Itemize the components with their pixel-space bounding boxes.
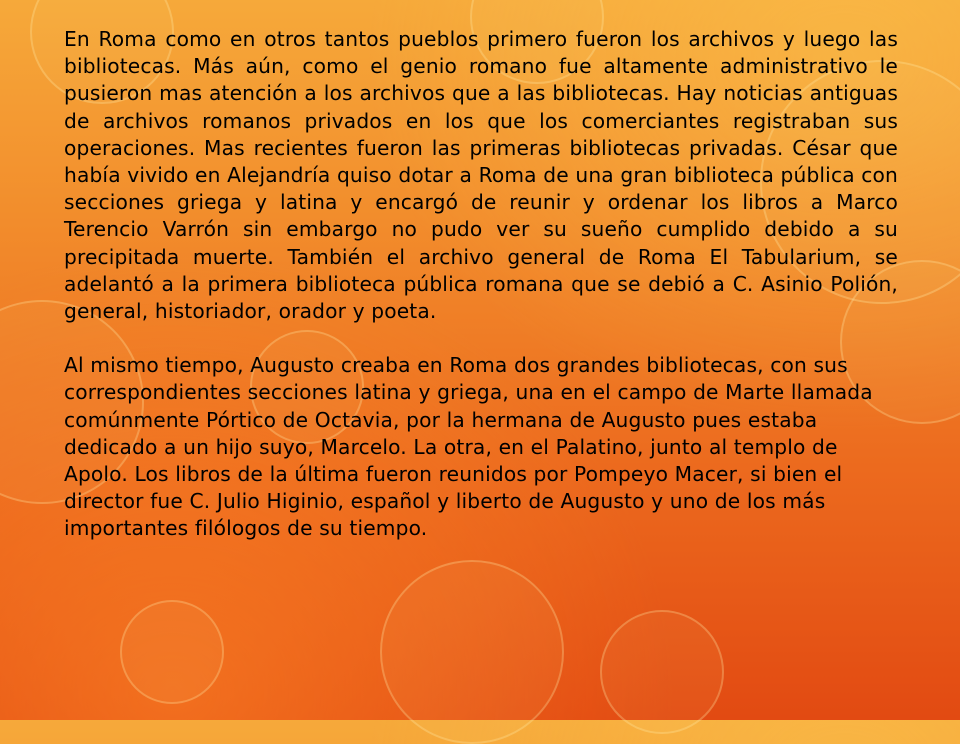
bokeh-circle [380, 560, 564, 744]
slide-text-body [64, 26, 898, 543]
paragraph-archives-rome: En Roma como en otros tantos pueblos primero fueron los archivos y luego las bibliotecas. Más aún, como el genio romano fue altamente administrativo le pusieron mas atención a los archivos que a las bibliotecas. Hay noticias antiguas de archivos romanos privados en los que los comerciantes registraban sus operaciones. Mas recientes fueron las primeras bibliotecas privadas. César que había vivido en Alejandría quiso dotar a Roma de una gran biblioteca pública con secciones griega y latina y encargó de reunir y ordenar los libros a Marco Terencio Varrón sin embargo no pudo ver su sueño cumplido debido a su precipitada muerte. También el archivo general de Roma El Tabularium, se adelantó a la primera biblioteca pública romana que se debió a C. Asinio Polión, general, historiador, orador y poeta. [64, 27, 898, 324]
paragraph-augustus-libraries: Al mismo tiempo, Augusto creaba en Roma dos grandes bibliotecas, con sus correspondientes secciones latina y griega, una en el campo de Marte llamada comúnmente Pórtico de Octavia, por la hermana de Augusto pues estaba dedicado a un hijo suyo, Marcelo. La otra, en el Palatino, junto al templo de Apolo. Los libros de la última fueron reunidos por Pompeyo Macer, si bien el director fue C. Julio Higinio, español y liberto de Augusto y uno de los más importantes filólogos de su tiempo. [64, 353, 873, 541]
bokeh-circle [600, 610, 724, 734]
bokeh-circle [120, 600, 224, 704]
